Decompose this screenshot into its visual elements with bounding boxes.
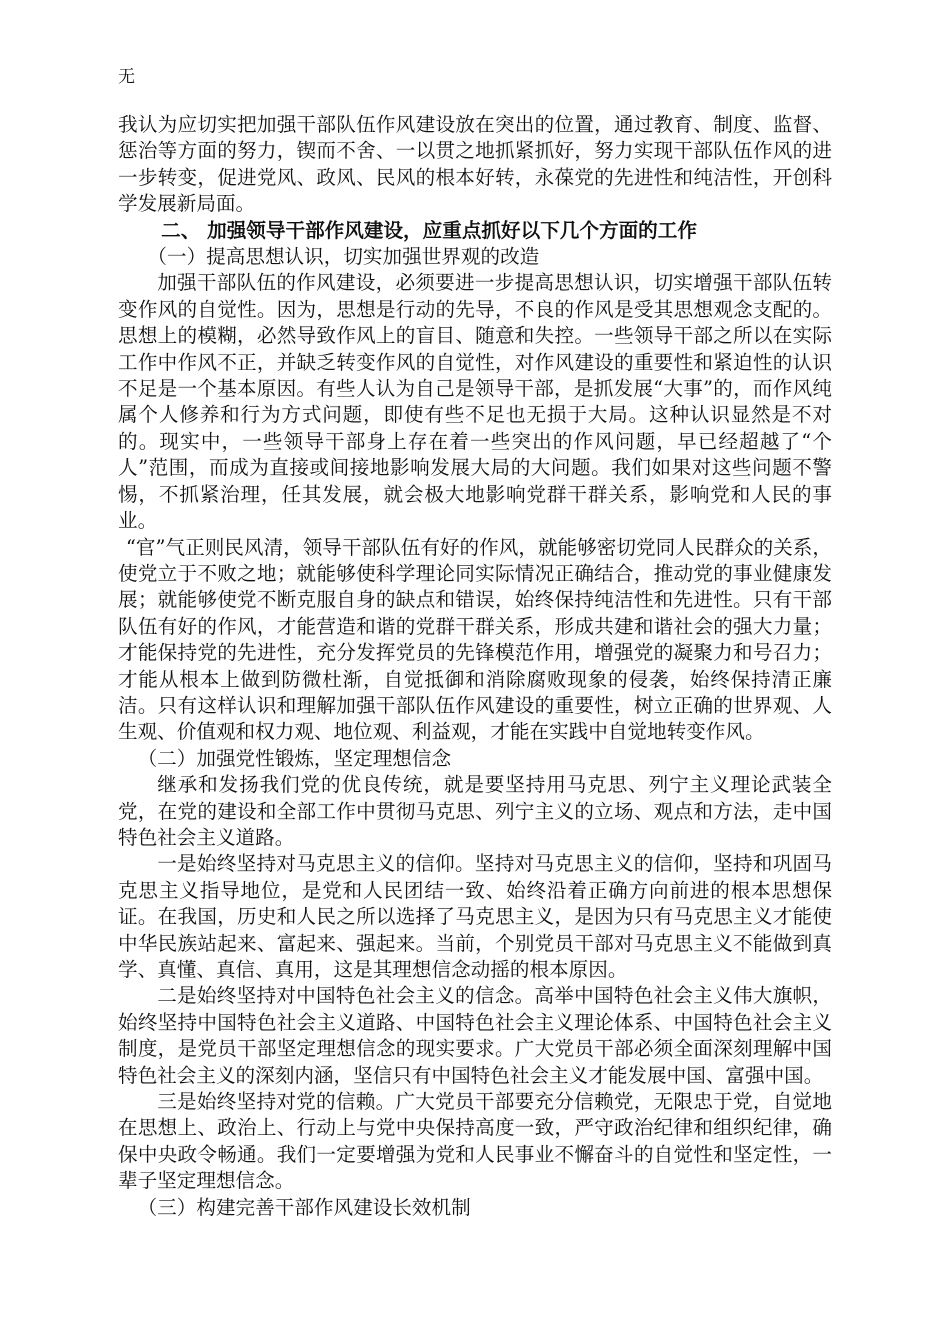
subsection-heading-3: （三）构建完善干部作风建设长效机制 (137, 1195, 471, 1219)
document-body (118, 112, 832, 1221)
subsection-heading-1: （一）提高思想认识，切实加强世界观的改造 (147, 245, 540, 269)
paragraph: “官”气正则民风清，领导干部队伍有好的作风，就能够密切党同人民群众的关系，使党立于不败之地；就能够使科学理论同实际情况正确结合，推动党的事业健康发展；就能够使党不断克服自身的缺点和错误，始终保持纯洁性和先进性。只有干部队伍有好的作风，才能营造和谐的党群干群关系，形成共建和谐社会的强大力量；才能保持党的先进性，充分发挥党员的先锋模范作用，增强党的凝聚力和号召力；才能从根本上做到防微杜渐，自觉抵御和消除腐败现象的侵袭，始终保持清正廉洁。只有这样认识和理解加强干部队伍作风建设的重要性，树立正确的世界观、人生观、价值观和权力观、地位观、利益观，才能在实践中自觉地转变作风。 (118, 535, 832, 744)
subsection-heading-2: （二）加强党性锻炼，坚定理想信念 (137, 746, 452, 770)
paragraph: 二是始终坚持对中国特色社会主义的信念。高举中国特色社会主义伟大旗帜，始终坚持中国特色社会主义道路、中国特色社会主义理论体系、中国特色社会主义制度，是党员干部坚定理想信念的现实要求。广大党员干部必须全面深刻理解中国特色社会主义的深刻内涵，坚信只有中国特色社会主义才能发展中国、富强中国。 (118, 984, 832, 1087)
paragraph: 加强干部队伍的作风建设，必须要进一步提高思想认识，切实增强干部队伍转变作风的自觉性。因为，思想是行动的先导，不良的作风是受其思想观念支配的。思想上的模糊，必然导致作风上的盲目、随意和失控。一些领导干部之所以在实际工作中作风不正，并缺乏转变作风的自觉性，对作风建设的重要性和紧迫性的认识不足是一个基本原因。有些人认为自己是领导干部，是抓发展“大事”的，而作风纯属个人修养和行为方式问题，即使有些不足也无损于大局。这种认识显然是不对的。现实中，一些领导干部身上存在着一些突出的作风问题，早已经超越了“个人”范围，而成为直接或间接地影响发展大局的大问题。我们如果对这些问题不警惕，不抓紧治理，任其发展，就会极大地影响党群干群关系，影响党和人民的事业。 (118, 271, 832, 533)
paragraph: 继承和发扬我们党的优良传统，就是要坚持用马克思、列宁主义理论武装全党，在党的建设和全部工作中贯彻马克思、列宁主义的立场、观点和方法，走中国特色社会主义道路。 (118, 773, 832, 849)
paragraph: 一是始终坚持对马克思主义的信仰。坚持对马克思主义的信仰，坚持和巩固马克思主义指导地位，是党和人民团结一致、始终沿着正确方向前进的根本思想保证。在我国，历史和人民之所以选择了马克思主义，是因为只有马克思主义才能使中华民族站起来、富起来、强起来。当前，个别党员干部对马克思主义不能做到真学、真懂、真信、真用，这是其理想信念动摇的根本原因。 (118, 852, 832, 981)
page-header: 无 (118, 67, 135, 87)
section-heading: 二、 加强领导干部作风建设，应重点抓好以下几个方面的工作 (161, 218, 697, 242)
paragraph: 三是始终坚持对党的信赖。广大党员干部要充分信赖党，无限忠于党，自觉地在思想上、政治上、行动上与党中央保持高度一致，严守政治纪律和组织纪律，确保中央政令畅通。我们一定要增强为党和人民事业不懈奋斗的自觉性和坚定性，一辈子坚定理想信念。 (118, 1090, 832, 1193)
paragraph-intro: 我认为应切实把加强干部队伍作风建设放在突出的位置，通过教育、制度、监督、惩治等方面的努力，锲而不舍、一以贯之地抓紧抓好，努力实现干部队伍作风的进一步转变，促进党风、政风、民风的根本好转，永葆党的先进性和纯洁性，开创科学发展新局面。 (118, 113, 832, 216)
